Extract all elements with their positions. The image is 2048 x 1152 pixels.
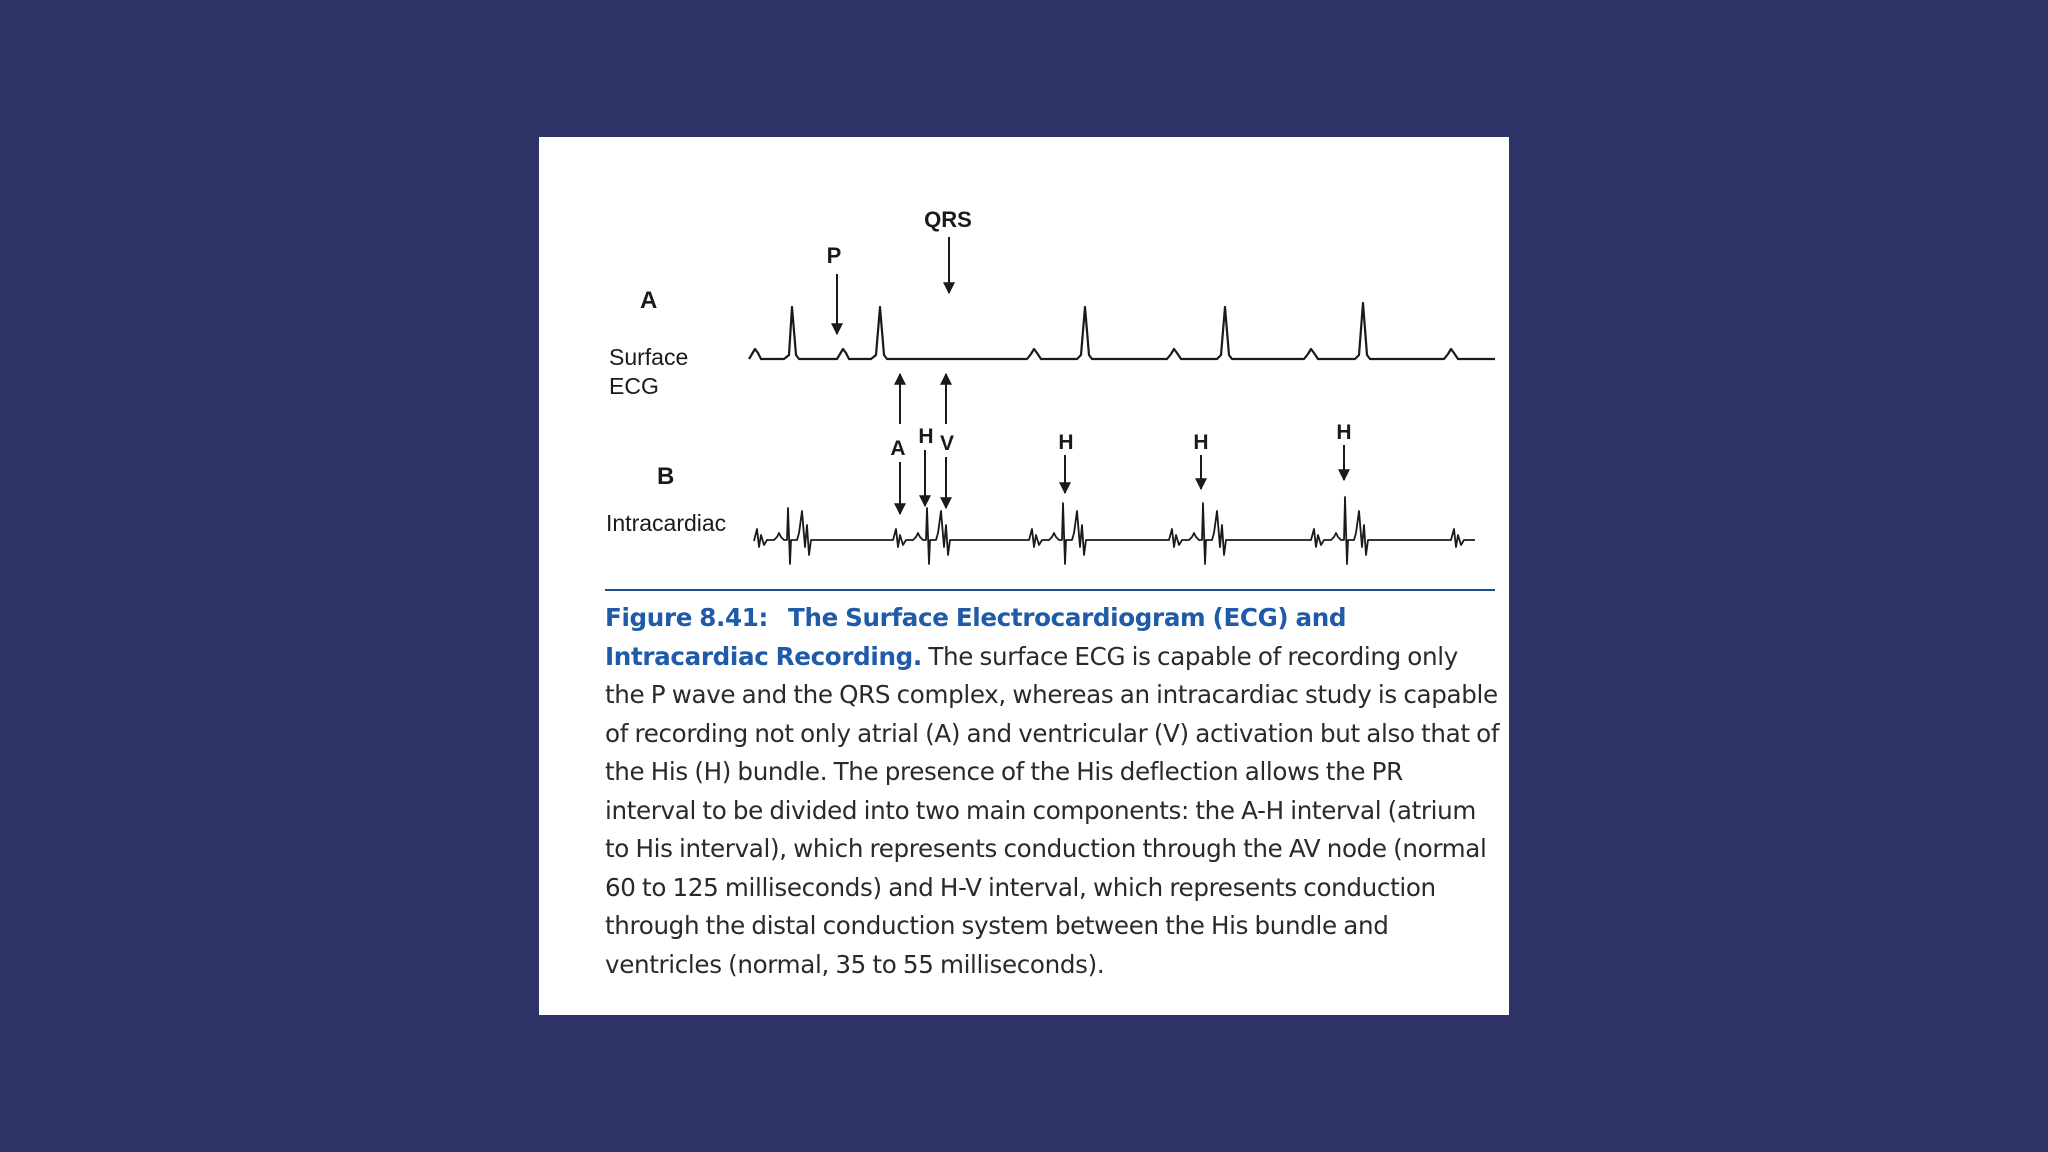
his-label: H	[918, 425, 934, 448]
panel-a-label: A	[640, 287, 658, 314]
figure-number: Figure 8.41:	[605, 603, 769, 632]
his-beat-3-label: H	[1193, 431, 1209, 454]
p-wave-label: P	[826, 243, 842, 268]
qrs-label: QRS	[924, 207, 972, 232]
panel-b-label: B	[657, 463, 675, 490]
surface-ecg-label-line2: ECG	[609, 373, 659, 399]
surface-ecg-label-line1: Surface	[609, 344, 689, 370]
figure-caption	[605, 599, 1500, 984]
surface-ecg-trace	[749, 303, 1495, 359]
figure-card	[539, 137, 1509, 1015]
figure-caption-body: The surface ECG is capable of recording only the P wave and the QRS complex, whereas an intracardiac study is capable of recording not only atrial (A) and ventricular (V) activation but also that of the His (H) bundle. The presence of the His deflection allows the PR interval to be divided into two main components: the A-H interval (atrium to His interval), which represents conduction through the AV node (normal 60 to 125 milliseconds) and H-V interval, which represents conduction through the distal conduction system between the His bundle and ventricles (normal, 35 to 55 milliseconds).	[605, 641, 1500, 979]
his-beat-2-label: H	[1058, 431, 1074, 454]
ventricular-label: V	[939, 432, 955, 455]
intracardiac-trace	[754, 497, 1475, 564]
ecg-diagram	[539, 137, 1509, 597]
his-beat-4-label: H	[1336, 421, 1352, 444]
intracardiac-label: Intracardiac	[606, 510, 727, 536]
caption-divider	[605, 589, 1495, 591]
figure-title: The Surface Electrocardiogram (ECG) and Intracardiac Recording.	[605, 603, 1347, 671]
atrial-label: A	[890, 437, 906, 460]
